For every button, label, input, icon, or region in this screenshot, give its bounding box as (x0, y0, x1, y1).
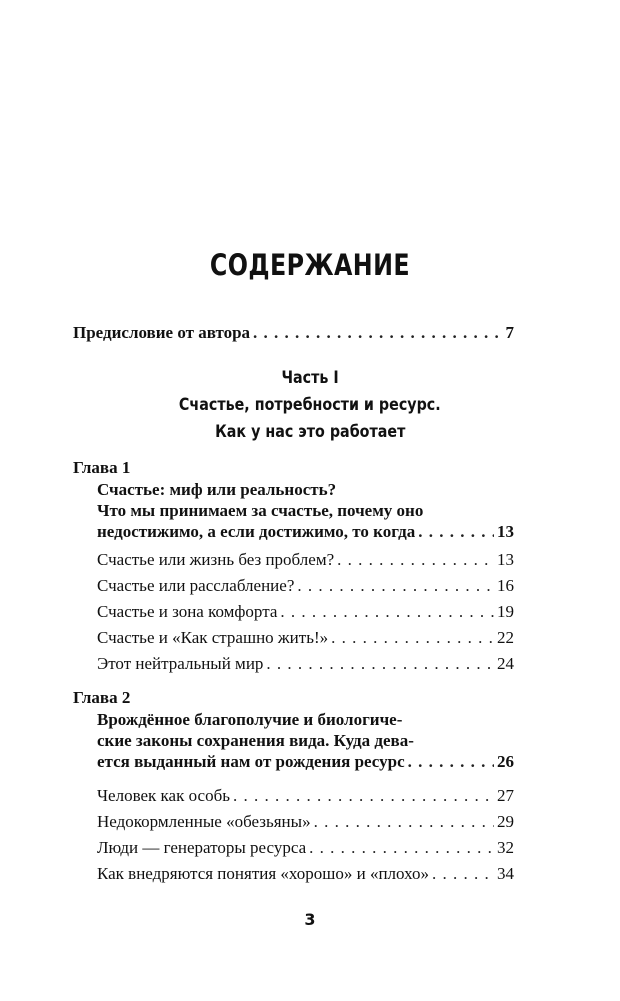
chapter-label: Глава 1 (73, 458, 131, 477)
toc-entry-section[interactable] (97, 838, 514, 858)
toc-entry-page: 34 (497, 864, 514, 883)
toc-entry-page: 13 (497, 522, 514, 541)
toc-entry-page: 19 (497, 602, 514, 621)
dot-leader (233, 786, 494, 806)
part-title-line-2: Как у нас это работает (214, 422, 406, 442)
toc-entry-chapter-2[interactable] (97, 752, 514, 772)
toc-entry-chapter-1[interactable] (97, 522, 514, 542)
dot-leader (331, 628, 494, 648)
toc-entry-page: 24 (497, 654, 514, 673)
part-number: Часть I (281, 368, 339, 388)
toc-entry-page: 7 (505, 323, 514, 342)
toc-entry-label: Предисловие от автора (73, 323, 251, 342)
chapter-label: Глава 2 (73, 688, 131, 707)
dot-leader (309, 838, 494, 858)
toc-entry-label: Люди — генераторы ресурса (97, 838, 307, 857)
chapter-title-line: Что мы принимаем за счастье, почему оно (97, 501, 424, 520)
toc-entry-label: Счастье и зона комфорта (97, 602, 278, 621)
toc-entry-page: 16 (497, 576, 514, 595)
toc-entry-preface[interactable] (73, 323, 514, 343)
dot-leader (266, 654, 494, 674)
dot-leader (253, 323, 502, 343)
toc-entry-label: Этот нейтральный мир (97, 654, 264, 673)
toc-entry-section[interactable] (97, 786, 514, 806)
page-number: 3 (304, 910, 316, 929)
chapter-title-line: Врождённое благополучие и биологиче- (97, 710, 403, 729)
dot-leader (280, 602, 494, 622)
part-title-line-1: Счастье, потребности и ресурс. (179, 395, 441, 415)
toc-entry-label: ется выданный нам от рождения ресурс (97, 752, 405, 771)
toc-entry-label: Недокормленные «обезьяны» (97, 812, 311, 831)
toc-entry-label: Счастье или жизнь без проблем? (97, 550, 335, 569)
dot-leader (297, 576, 494, 596)
chapter-title-line: ские законы сохранения вида. Куда дева- (97, 731, 414, 750)
toc-entry-page: 32 (497, 838, 514, 857)
page-title: СОДЕРЖАНИЕ (209, 248, 411, 282)
toc-entry-section[interactable] (97, 864, 514, 884)
toc-entry-label: Счастье и «Как страшно жить!» (97, 628, 329, 647)
dot-leader (432, 864, 494, 884)
toc-entry-label: Как внедряются понятия «хорошо» и «плохо» (97, 864, 429, 883)
toc-entry-section[interactable] (97, 576, 514, 596)
chapter-title-line: Счастье: миф или реальность? (97, 480, 337, 499)
toc-entry-page: 29 (497, 812, 514, 831)
dot-leader (314, 812, 494, 832)
toc-entry-page: 26 (497, 752, 514, 771)
toc-entry-label: Человек как особь (97, 786, 230, 805)
dot-leader (418, 522, 494, 542)
toc-entry-section[interactable] (97, 654, 514, 674)
dot-leader (408, 752, 494, 772)
toc-entry-section[interactable] (97, 812, 514, 832)
toc-entry-label: Счастье или расслабление? (97, 576, 295, 595)
toc-entry-section[interactable] (97, 628, 514, 648)
toc-entry-page: 22 (497, 628, 514, 647)
dot-leader (337, 550, 494, 570)
toc-entry-page: 13 (497, 550, 514, 569)
toc-entry-section[interactable] (97, 602, 514, 622)
toc-entry-page: 27 (497, 786, 514, 805)
toc-entry-section[interactable] (97, 550, 514, 570)
toc-entry-label: недостижимо, а если достижимо, то когда (97, 522, 416, 541)
